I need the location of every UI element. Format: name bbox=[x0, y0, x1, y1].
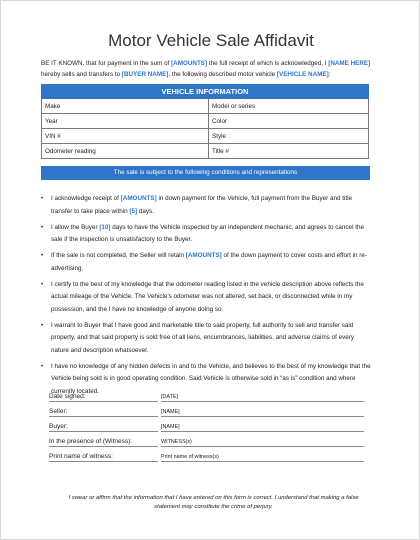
bullet-icon: • bbox=[41, 321, 44, 329]
intro-text-3: hereby sells and transfers to bbox=[41, 71, 122, 78]
vehicle-year-cell[interactable]: Year bbox=[42, 114, 209, 129]
vehicle-odometer-cell[interactable]: Odometer reading bbox=[42, 144, 209, 159]
table-row bbox=[49, 402, 364, 417]
document-title: Motor Vehicle Sale Affidavit bbox=[108, 31, 314, 50]
list-item bbox=[41, 222, 371, 247]
bullet-text: of the down payment to cover costs and effort in re-advertising. bbox=[51, 252, 367, 272]
bullet-icon: • bbox=[41, 223, 44, 231]
days-placeholder: [5] bbox=[129, 207, 138, 215]
bullet-text: I acknowledge receipt of bbox=[51, 195, 121, 202]
vehicle-vin-cell[interactable]: VIN # bbox=[42, 129, 209, 144]
vehicle-color-cell[interactable]: Color bbox=[209, 114, 369, 129]
table-row bbox=[42, 129, 369, 144]
signature-table bbox=[49, 387, 364, 462]
bullet-text: in down payment for the Vehicle, full payment from the Buyer and title transfer to take place within bbox=[51, 195, 353, 215]
bullet-text: I have no knowledge of any hidden defects in and to the Vehicle, and believes to the best of my knowledge that the Vehicle being sold is in good operating condition. Said Vehicle is otherwise sold in “as is” condition and where currently located. bbox=[51, 362, 371, 395]
vehicle-title-cell[interactable]: Title # bbox=[209, 144, 369, 159]
list-item bbox=[41, 193, 371, 218]
perjury-statement: I swear or affirm that the information that I have entered on this form is correct. I understand that making a false statement may constitute the crime of perjury. bbox=[68, 495, 359, 510]
vehicle-information-table bbox=[41, 84, 369, 159]
intro-text-2: the full receipt of which is acknowledged, I bbox=[207, 60, 329, 67]
buyer-name-placeholder: [BUYER NAME] bbox=[121, 71, 169, 78]
witness-label: In the presence of (Witness): bbox=[49, 432, 158, 447]
conditions-list bbox=[41, 193, 371, 402]
vehicle-model-cell[interactable]: Model or series bbox=[209, 99, 369, 114]
bullet-text: I warrant to Buyer that I have good and marketable title to said property, full authority to sell and transfer said property, and that said property is sold free of all liens, encumbrances, liabilities, and adverse claims of every nature and description whatsoever. bbox=[51, 321, 354, 354]
days-placeholder: [10] bbox=[99, 223, 111, 231]
intro-text-5: : bbox=[328, 71, 331, 78]
bullet-text: days. bbox=[137, 207, 154, 215]
conditions-header-bar: The sale is subject to the following conditions and representations bbox=[41, 166, 370, 180]
table-row bbox=[42, 144, 369, 159]
date-signed-field[interactable]: [DATE] bbox=[161, 387, 364, 402]
witness-print-name-field[interactable]: Print name of witness(s) bbox=[161, 447, 364, 462]
bullet-icon: • bbox=[41, 195, 44, 202]
bullet-text: days to have the Vehicle inspected by an independent mechanic, and agrees to cancel the sale if the inspection is unsatisfactory to the Buyer. bbox=[51, 223, 364, 244]
bullet-text: I certify to the best of my knowledge that the odometer reading listed in the vehicle description above reflects the actual mileage of the Vehicle. The Vehicle's odometer was not altered, set back, or disconnected while in my possession, and the I have no knowledge of anyone doing so. bbox=[51, 280, 364, 313]
amount-placeholder: [AMOUNTS] bbox=[171, 60, 208, 67]
table-row bbox=[49, 432, 364, 447]
vehicle-name-placeholder: [VEHICLE NAME] bbox=[276, 71, 329, 78]
date-signed-label: Date signed: bbox=[49, 387, 158, 402]
witness-field[interactable]: WITNESS(s) bbox=[161, 432, 364, 447]
amount-placeholder: [AMOUNTS] bbox=[120, 195, 157, 202]
bullet-text: I allow the Buyer bbox=[51, 223, 100, 231]
table-row bbox=[49, 447, 364, 462]
vehicle-style-cell[interactable]: Style bbox=[209, 129, 369, 144]
list-item bbox=[41, 250, 371, 275]
table-row bbox=[49, 387, 364, 402]
list-item bbox=[41, 279, 371, 317]
table-row bbox=[42, 114, 369, 129]
list-item bbox=[41, 320, 371, 358]
table-row bbox=[42, 99, 369, 114]
table-row bbox=[49, 417, 364, 432]
vehicle-table-header: VEHICLE INFORMATION bbox=[42, 85, 369, 99]
witness-print-name-label: Print name of witness: bbox=[49, 447, 158, 462]
seller-name-placeholder: [NAME HERE] bbox=[328, 60, 371, 67]
bullet-icon: • bbox=[41, 280, 44, 288]
vehicle-make-cell[interactable]: Make bbox=[42, 99, 209, 114]
seller-name-field[interactable]: [NAME] bbox=[161, 402, 364, 417]
intro-text-1: BE IT KNOWN, that for payment in the sum of bbox=[41, 60, 172, 67]
buyer-label: Buyer: bbox=[49, 417, 158, 432]
bullet-text: If the sale is not completed, the Seller will retain bbox=[51, 252, 186, 260]
seller-label: Seller: bbox=[49, 402, 158, 417]
amount-placeholder: [AMOUNTS] bbox=[185, 252, 222, 260]
intro-paragraph bbox=[41, 58, 386, 80]
bullet-icon: • bbox=[41, 252, 44, 260]
buyer-name-field[interactable]: [NAME] bbox=[161, 417, 364, 432]
intro-text-4: , the following described motor vehicle bbox=[168, 71, 277, 78]
bullet-icon: • bbox=[41, 362, 44, 370]
